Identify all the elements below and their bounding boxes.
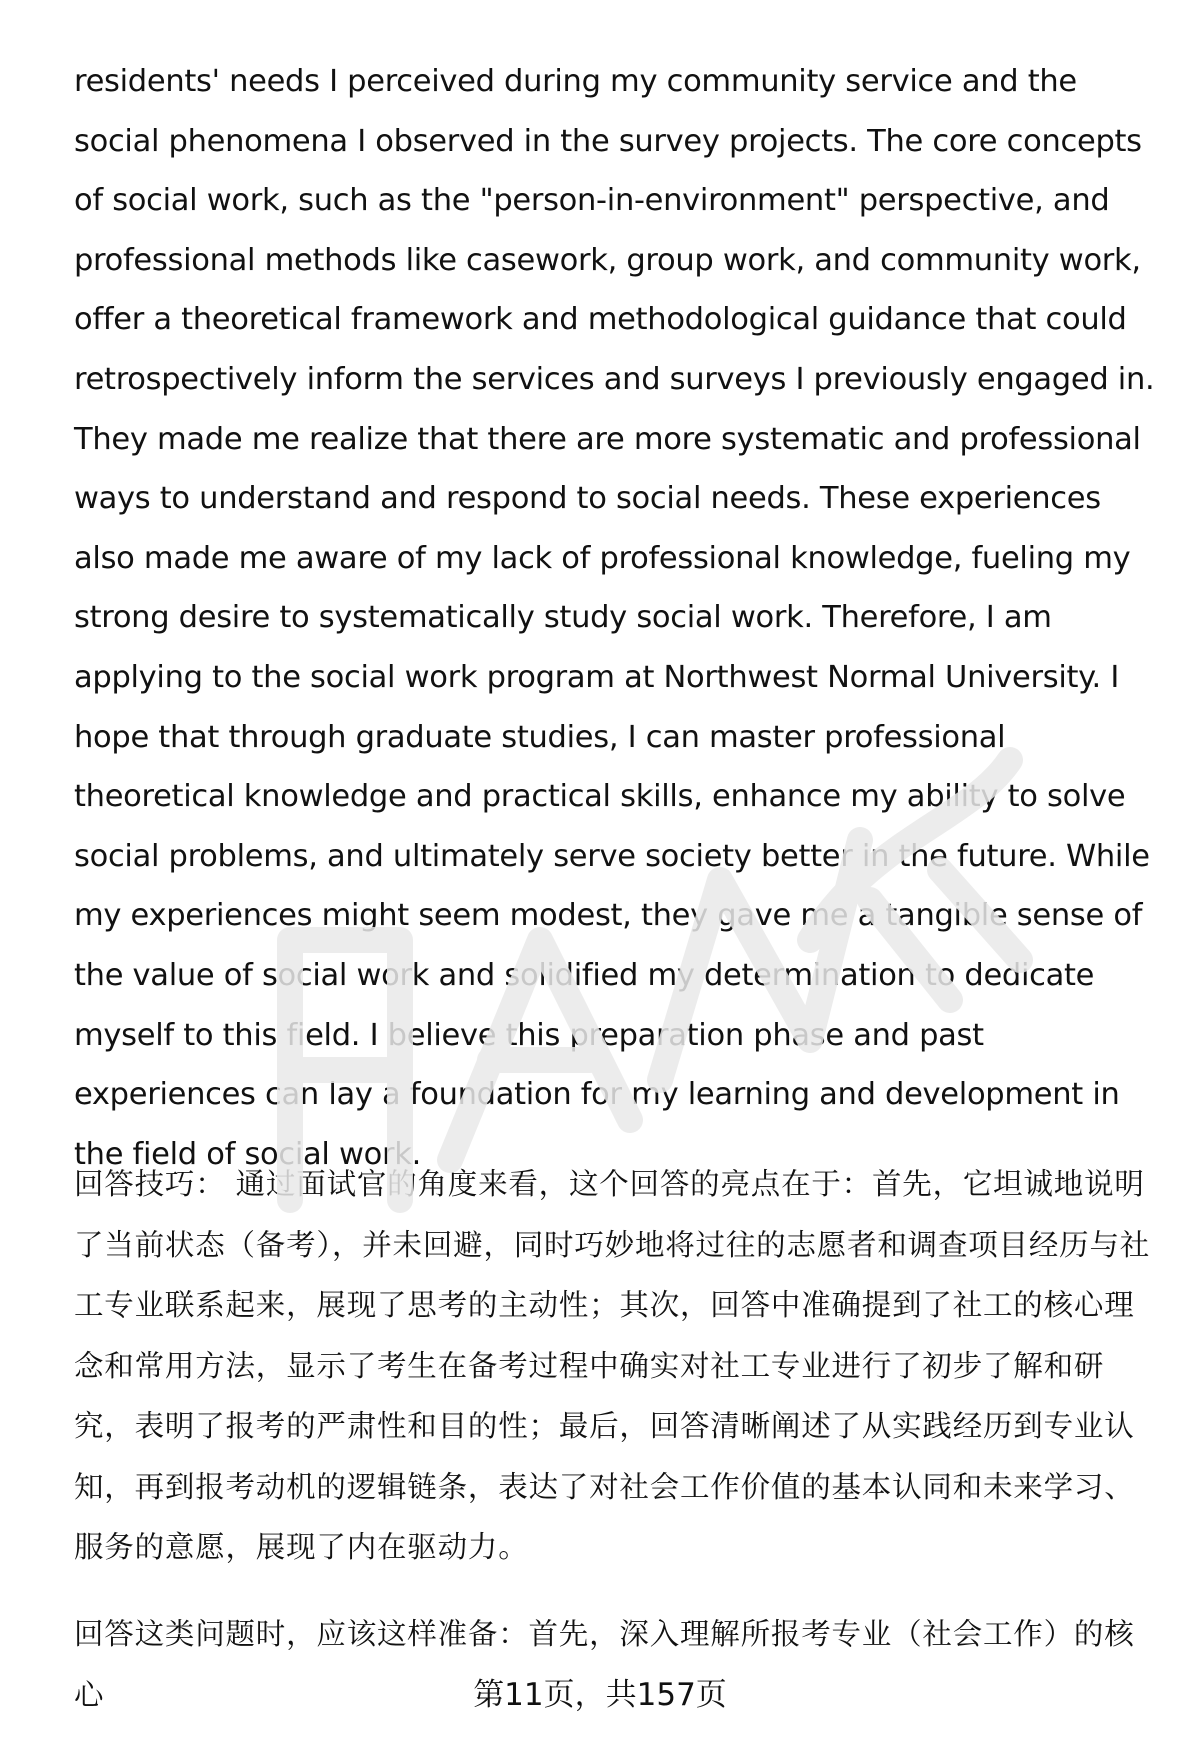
page-footer: 第11页，共157页 [473,1677,727,1713]
answer-tips-paragraph: 回答技巧： 通过面试官的角度来看，这个回答的亮点在于：首先，它坦诚地说明了当前状态（备考），并未回避，同时巧妙地将过往的志愿者和调查项目经历与社工专业联系起来，展现了思考的主动性；其次，回答中准确提到了社工的核心理念和常用方法，显示了考生在备考过程中确实对社工专业进行了初步了解和研究，表明了报考的严肃性和目的性；最后，回答清晰阐述了从实践经历到专业认知，再到报考动机的逻辑链条，表达了对社会工作价值的基本认同和未来学习、服务的意愿，展现了内在驱动力。 [74,1167,1151,1564]
preparation-paragraph: 回答这类问题时，应该这样准备：首先，深入理解所报考专业（社会工作）的核心 [74,1617,1135,1712]
english-paragraph: residents' needs I perceived during my community service and the social phenomena I observed in the survey projects. The core concepts of social work, such as the "person-in-environment" perspective, and professional methods like casework, group work, and community work, offer a theoretical framework and methodological guidance that could retrospectively inform the services and surveys I previously engaged in. They made me realize that there are more systematic and professional ways to understand and respond to social needs. These experiences also made me aware of my lack of professional knowledge, fueling my strong desire to systematically study social work. Therefore, I am applying to the social work program at Northwest Normal University. I hope that through graduate studies, I can master professional theoretical knowledge and practical skills, enhance my ability to solve social problems, and ultimately serve society better in the future. While my experiences might seem modest, they gave me a tangible sense of the value of social work and solidified my determination to dedicate myself to this field. I believe this preparation phase and past experiences can lay a foundation for my learning and development in the field of social work. [74,64,1155,1172]
document-body [74,52,1159,1184]
